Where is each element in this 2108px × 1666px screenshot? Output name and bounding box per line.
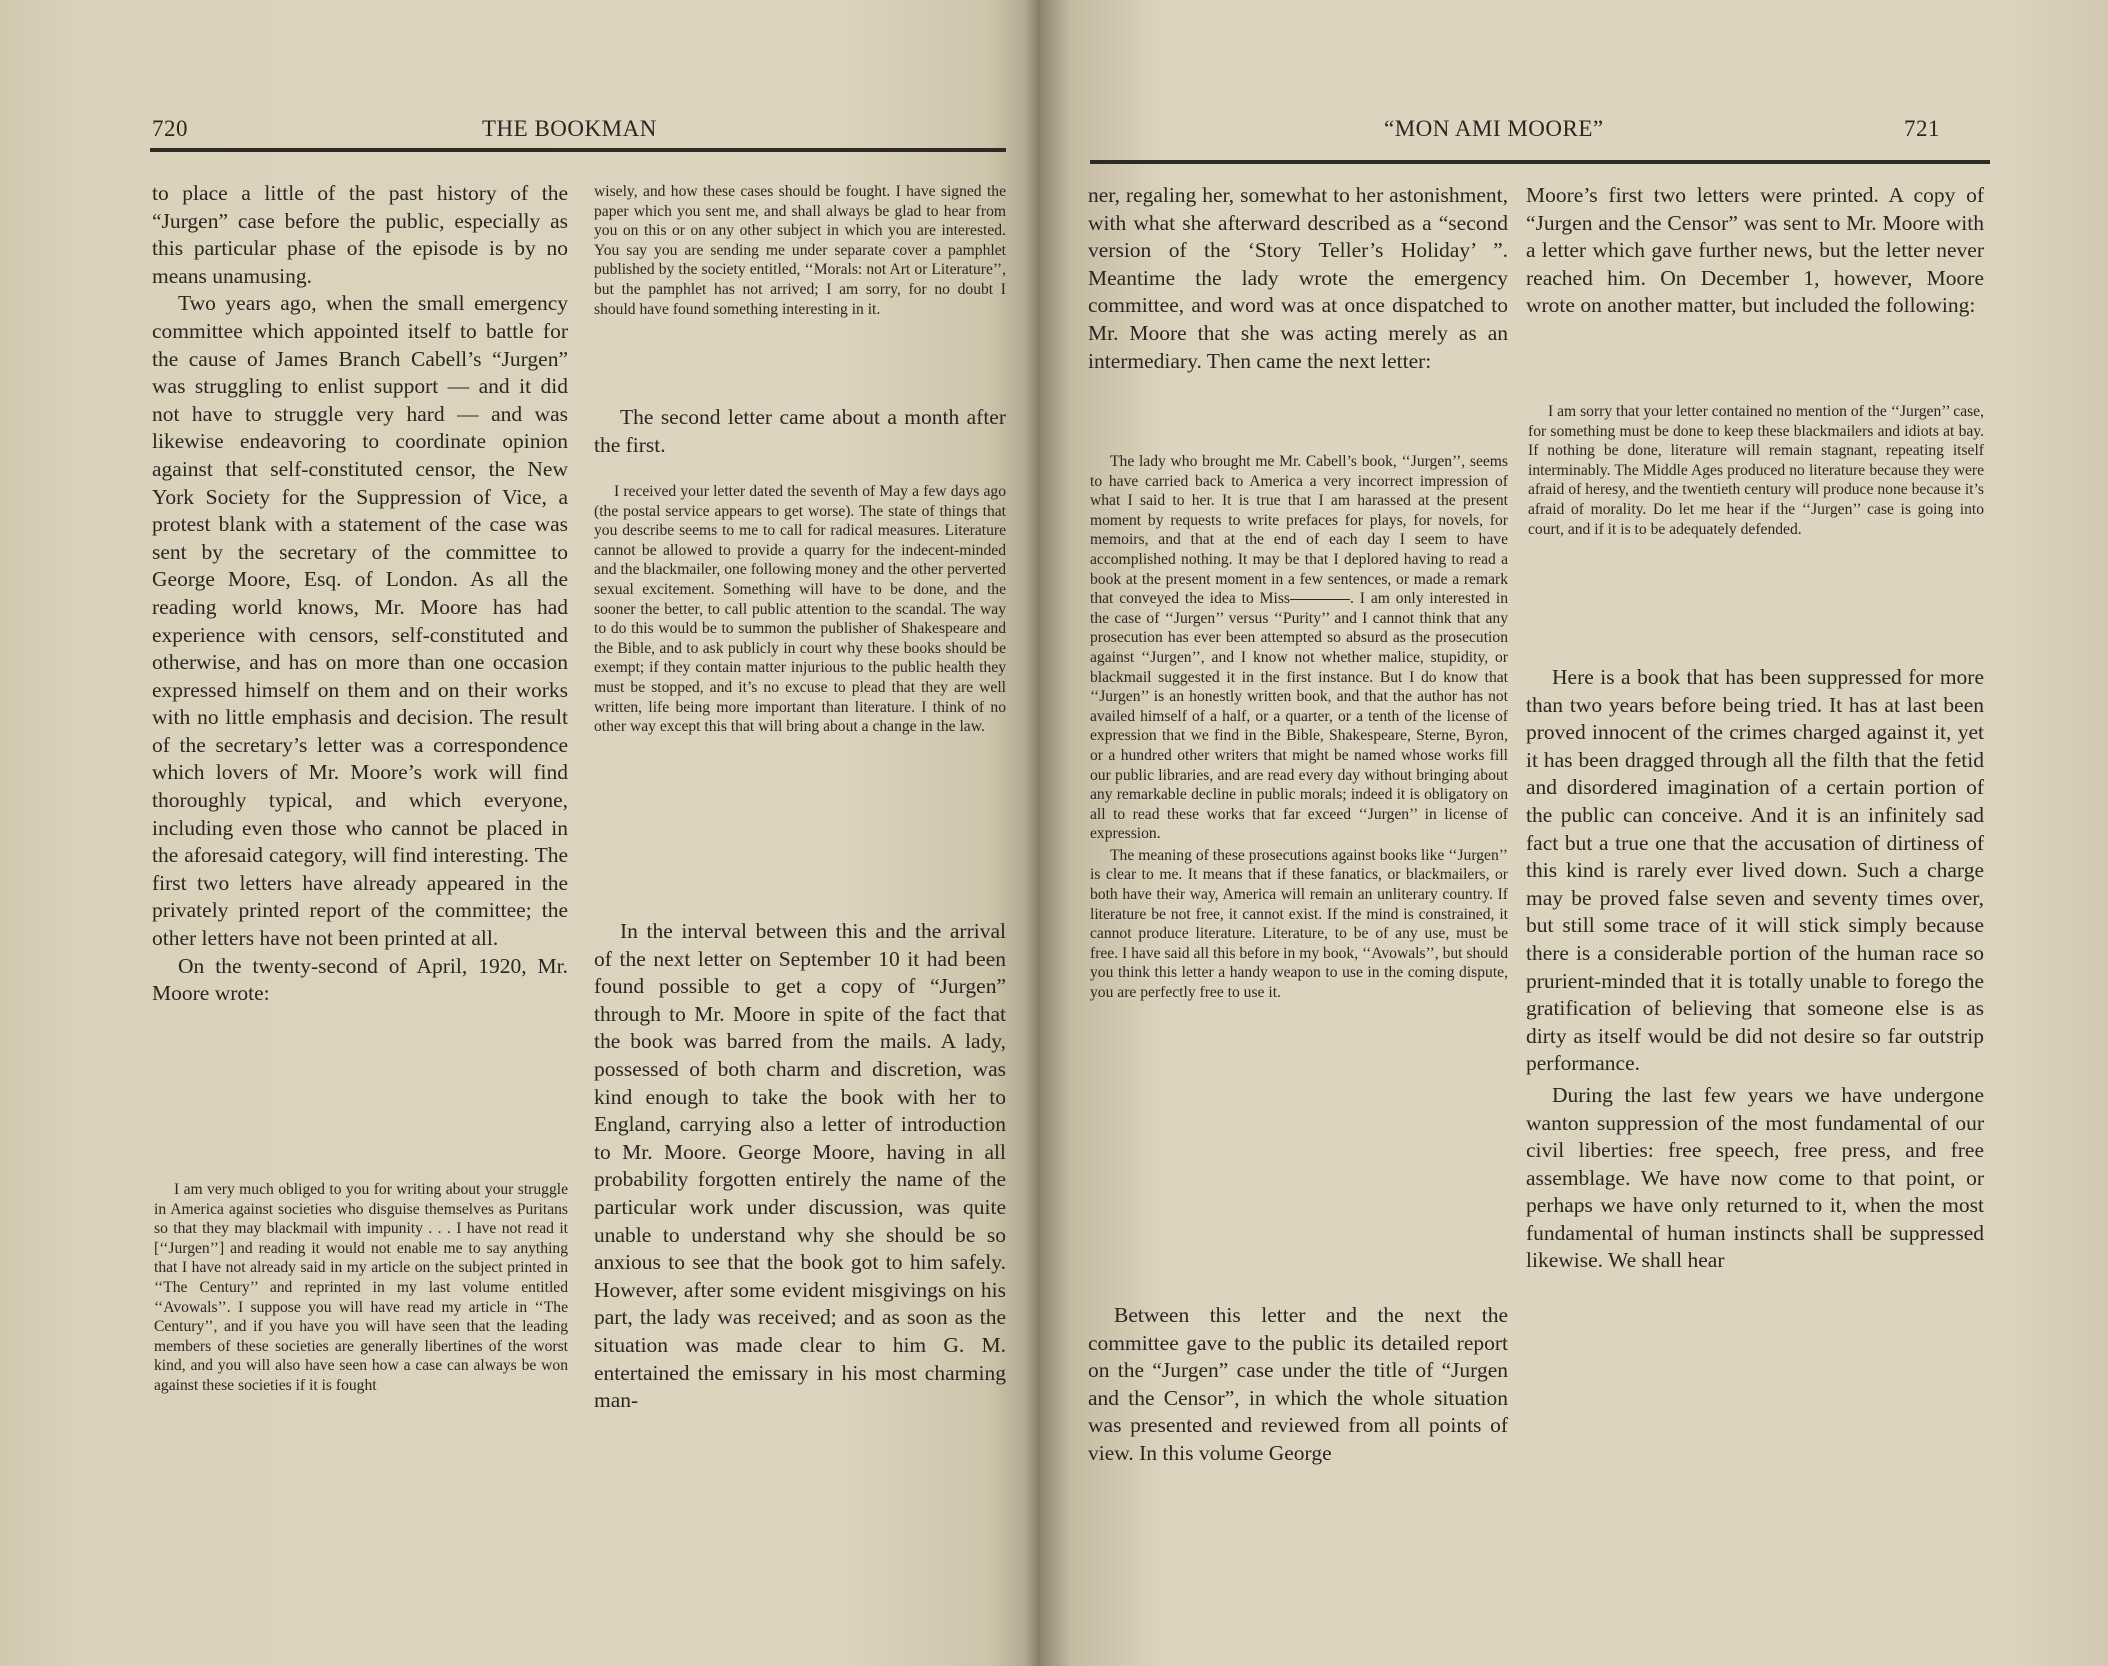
name-redaction-dash	[1290, 599, 1350, 600]
quote-text: The lady who brought me Mr. Cabell’s book, ‘‘Jurgen’’, seems to have carried back to America a very incorrect impression of what I said to her. It is true that I am harassed at the present moment by requests to write prefaces for plays, for novels, for memoirs, and that at the end of each day I seem to have accomplished nothing. It may be that I deplored having to read a book at the present moment in a few sentences, or made a remark that conveyed the idea to Miss	[1090, 453, 1508, 608]
right-column-2-text-a	[1526, 182, 1984, 320]
left-running-head: THE BOOKMAN	[482, 116, 657, 141]
quote-paragraph	[1090, 452, 1508, 844]
left-header-rule	[150, 148, 1006, 152]
right-column-1-text-a	[1088, 182, 1508, 375]
left-column-2-text-a	[594, 404, 1006, 459]
quote-paragraph: I received your letter dated the seventh of May a few days ago (the postal service appears to get worse). The state of things that you describe seems to me to call for radical measures. Literature cannot be allowed to provide a quarry for the indecent-minded and the blackmailer, one following money and the other perverted sexual excitement. Something will have to be done, and the sooner the better, to call public attention to the scandal. The way to do this would be to summon the publisher of Shakespeare and the Bible, and to ask publicly in court why these books should be exempt; if they contain matter injurious to the public health they must be stopped, and it’s no excuse to plead that they are well written, life being more important than literature. I think of no other way except this that will bring about a change in the law.	[594, 483, 1006, 736]
quote-paragraph: I am very much obliged to you for writing about your struggle in America against societies who disguise themselves as Puritans so that they may blackmail with impunity . . . I have not read it [‘‘Jurgen’’] and reading it would not enable me to say anything that I have not already said in my article on the subject printed in ‘‘The Century’’ and reprinted in my last volume entitled ‘‘Avowals’’. I suppose you will have read my article in ‘‘The Century’’, and if you have you will have seen that the leading members of these societies are generally libertines of the worst kind, and you will also have seen how a case can always be won against these societies if it is fought	[154, 1181, 568, 1394]
right-header-rule	[1090, 160, 1990, 164]
letter-quote-3	[1090, 452, 1508, 1003]
right-running-head: “MON AMI MOORE”	[1384, 116, 1604, 141]
paragraph: Between this letter and the next the committee gave to the public its detailed report on the “Jurgen” case under the title of “Jurgen and the Censor”, in which the whole situation was presented and reviewed from all points of view. In this volume George	[1088, 1303, 1508, 1465]
paragraph: ner, regaling her, somewhat to her astonishment, with what she afterward described as a “second version of the ‘Story Teller’s Holiday’ ”. Meantime the lady wrote the emergency committee, and word was at once dispatched to Mr. Moore that she was acting merely as an intermediary. Then came the next letter:	[1088, 183, 1508, 373]
letter-quote-1	[154, 1180, 568, 1396]
right-page-number: 721	[1904, 116, 1940, 141]
left-column-2-text-b	[594, 918, 1006, 1415]
right-column-1-text-b	[1088, 1302, 1508, 1468]
paragraph: On the twenty-second of April, 1920, Mr. Moore wrote:	[152, 953, 568, 1006]
right-column-2-text-b	[1526, 664, 1984, 1275]
left-page-number: 720	[152, 116, 188, 141]
paragraph: Moore’s first two letters were printed. A copy of “Jurgen and the Censor” was sent to Mr. Moore with a letter which gave further news, but the letter never reached him. On December 1, however, Moore wrote on another matter, but included the following:	[1526, 183, 1984, 318]
paragraph: The second letter came about a month after the first.	[594, 405, 1006, 457]
letter-quote-2	[594, 482, 1006, 737]
paragraph: Here is a book that has been suppressed for more than two years before being tried. It has at last been proved innocent of the crimes charged against it, yet it has been dragged through all the filth that the fetid and disordered imagination of a certain portion of the public can conceive. And it is an infinitely sad fact but a true one that the accusation of dirtiness of this kind is rarely ever lived down. Such a charge may be proved false seven and seventy times over, but still some trace of it will stick simply because there is a considerable portion of the human race so prurient-minded that it is totally unable to forego the gratification of believing that someone else is as dirty as itself would be did not desire so far outstrip performance.	[1526, 665, 1984, 1076]
paragraph: During the last few years we have undergone wanton suppression of the most fundamental of our civil liberties: free speech, free press, and free assemblage. We have now come to that point, or perhaps we have only returned to it, when the most fundamental of human instincts shall be suppressed likewise. We shall hear	[1526, 1082, 1984, 1273]
letter-quote-4	[1528, 402, 1984, 539]
paragraph: Two years ago, when the small emergency committee which appointed itself to battle for the cause of James Branch Cabell’s “Jurgen” was struggling to enlist support — and it did not have to struggle very hard — and was likewise endeavoring to coordinate opinion against that self-constituted censor, the New York Society for the Suppression of Vice, a protest blank with a statement of the case was sent by the secretary of the committee to George Moore, Esq. of London. As all the reading world knows, Mr. Moore has had experience with censors, self-constituted and otherwise, and has on more than one occasion expressed himself on them and on their works with no little emphasis and decision. The result of the secretary’s letter was a correspondence which lovers of Mr. Moore’s work will find thoroughly typical, and which everyone, including even those who cannot be placed in the aforesaid category, will find interesting. The first two letters have already appeared in the privately printed report of the committee; the other letters have not been printed at all.	[152, 291, 568, 951]
quote-paragraph: The meaning of these prosecutions against books like ‘‘Jurgen’’ is clear to me. It means that if these fanatics, or blackmailers, or both have their way, America will remain an unliterary country. If literature be not free, it cannot exist. If the mind is constrained, it cannot produce literature. Literature, to be of any use, must be free. I have said all this before in my book, ‘‘Avowals’’, but should you think this letter a handy weapon to use in the coming dispute, you are perfectly free to use it.	[1090, 846, 1508, 1002]
quote-paragraph: I am sorry that your letter contained no mention of the ‘‘Jurgen’’ case, for something must be done to keep these blackmailers and idiots at bay. If nothing be done, literature will remain stagnant, repeating itself interminably. The Middle Ages produced no literature because they were afraid of heresy, and the twentieth century will produce none because it’s afraid of morality. Do let me hear if the ‘‘Jurgen’’ case is going into court, and if it is to be adequately defended.	[1528, 403, 1984, 538]
right-page	[1040, 0, 2108, 1666]
quote-paragraph: wisely, and how these cases should be fought. I have signed the paper which you sent me, and shall always be glad to hear from you on this or on any other subject in which you are interested. You say you are sending me under separate cover a pamphlet published by the society entitled, ‘‘Morals: not Art or Literature’’, but the pamphlet has not arrived; I am sorry, for no doubt I should have found something interesting in it.	[594, 183, 1006, 318]
letter-quote-1-continued	[594, 182, 1006, 319]
left-page	[0, 0, 1040, 1666]
paragraph: to place a little of the past history of the “Jurgen” case before the public, especially as this particular phase of the episode is by no means unamusing.	[152, 181, 568, 288]
left-column-1	[152, 180, 568, 1008]
paragraph: In the interval between this and the arrival of the next letter on September 10 it had been found possible to get a copy of “Jurgen” through to Mr. Moore in spite of the fact that the book was barred from the mails. A lady, possessed of both charm and discretion, was kind enough to take the book with her to England, carrying also a letter of introduction to Mr. Moore. George Moore, having in all probability forgotten entirely the name of the particular work under discussion, was quite unable to understand why she should be so anxious to see that the book got to him safely. However, after some evident misgivings on his part, the lady was received; and as soon as the situation was made clear to him G. M. entertained the emissary in his most charming man-	[594, 919, 1006, 1413]
quote-text: . I am only interested in the case of ‘‘Jurgen’’ versus ‘‘Purity’’ and I cannot think that any prosecution has ever been attempted so absurd as the prosecution against ‘‘Jurgen’’, and I know not whether malice, stupidity, or blackmail suggested it in the first instance. But I do know that ‘‘Jurgen’’ is an honestly written book, and that the author has not availed himself of a half, or a quarter, or a tenth of the license of expression that we find in the Bible, Shakespeare, Sterne, Byron, or a hundred other writers that might be named whose works fill our public libraries, and are read every day without bringing about any remarkable decline in public morals; indeed it is obligatory on all to read these works that far exceed ‘‘Jurgen’’ in license of expression.	[1090, 590, 1508, 843]
